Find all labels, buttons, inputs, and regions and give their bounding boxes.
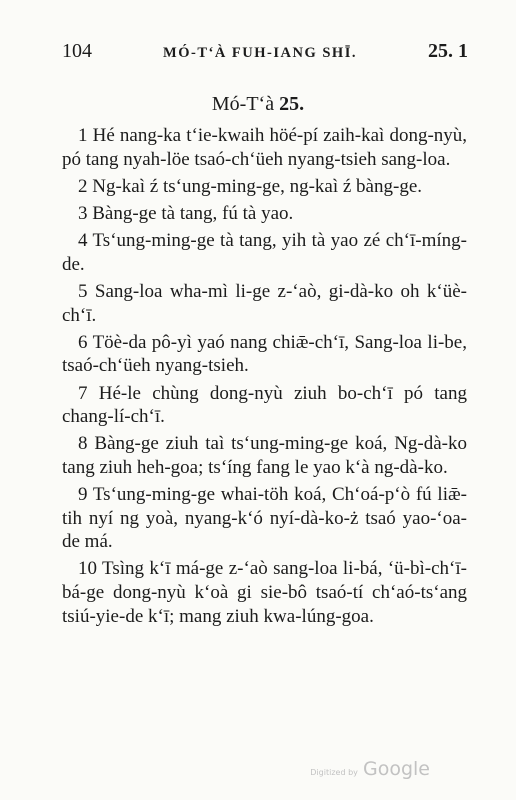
verse-2 [62,175,467,199]
watermark-prefix: Digitized by [310,768,358,777]
verse-number: 6 [78,331,88,353]
verse-9 [62,483,467,554]
verse-line: ch‘aó-ts‘ang tsiú-yie-de k‘ī; mang ziuh kwa- [62,582,468,627]
running-header [62,40,468,70]
verse-10 [62,557,467,628]
verse-number: 7 [78,382,88,404]
chapter-title-number: 25. [279,93,305,115]
verse-line: k‘à ng-dà-ko. [345,456,448,478]
verse-line: Hé-le chùng dong-nyù ziuh bo-ch‘ī pó tang [98,382,467,404]
verse-line: k‘üè-ch‘ī. [62,280,468,326]
verse-5 [62,280,467,327]
verse-line: li-be, tsaó-ch‘üeh nyang-tsieh. [62,331,467,377]
verse-line: fú liǣ-tih nyí ng yoà, nyang-k‘ó nyí-dà-ko-ż [62,484,467,529]
verse-line: tsieh sang-loa. [340,148,451,170]
verse-8 [62,432,467,479]
verse-line: Bàng-ge tà tang, fú tà yao. [92,202,294,224]
verse-line: Ts‘ung-ming-ge whai-töh koá, Ch‘oá-p‘ò [92,484,411,506]
verse-line: dong-nyù, pó tang nyah-löe tsaó-ch‘üeh nyang- [62,125,468,170]
verse-number: 9 [78,484,88,506]
chapter-title-text: Mó-T‘à [211,93,275,115]
verse-line: ge. [399,175,423,197]
digitized-watermark [310,758,430,780]
verse-1 [62,124,467,171]
verse-line: Sang-loa wha-mì li-ge z-‘aò, gi-dà-ko oh [94,280,420,302]
verse-number: 1 [78,125,88,146]
verse-line: Ng-kaì ź ts‘ung-ming-ge, ng-kaì ź bàng- [92,175,400,197]
verse-line: tsaó yao-‘oa-de má. [62,507,467,553]
verse-4 [62,229,467,276]
verse-line: bì-ch‘ī-bá-ge dong-nyù k‘oà gi sie-bô tsaó-tí [62,558,467,604]
verse-list [62,124,467,632]
verse-line: Bàng-ge ziuh taì ts‘ung-ming-ge koá, Ng- [94,433,424,455]
running-title: MÓ-T‘À FUH-IANG SHĪ. [163,45,357,61]
verse-line: míng-de. [62,230,467,275]
chapter-reference: 25. 1 [428,40,468,62]
verse-number: 8 [78,433,88,455]
verse-line: lúng-goa. [301,605,374,627]
verse-line: dà-ko tang ziuh heh-goa; ts‘íng fang le yao [62,433,468,478]
verse-number: 3 [78,202,88,224]
page-number: 104 [62,40,92,62]
verse-line: Tsìng k‘ī má-ge z-‘aò sang-loa li-bá, ‘ü- [102,558,411,580]
verse-number: 5 [78,280,88,302]
verse-line: Hé nang-ka t‘ie-kwaih höé-pí zaih-kaì [92,125,385,146]
verse-line: Töè-da pô-yì yaó nang chiǣ-ch‘ī, Sang-loa [92,331,422,353]
watermark-brand: Google [362,758,430,780]
chapter-title [0,93,516,116]
verse-3 [62,202,467,226]
verse-6 [62,331,467,378]
verse-7 [62,382,467,429]
verse-number: 2 [78,175,88,197]
verse-line: chang-lí-ch‘ī. [62,406,165,428]
verse-line: Ts‘ung-ming-ge tà tang, yih tà yao zé ch‘ī- [92,230,422,252]
verse-number: 10 [78,558,97,580]
verse-number: 4 [78,230,88,252]
